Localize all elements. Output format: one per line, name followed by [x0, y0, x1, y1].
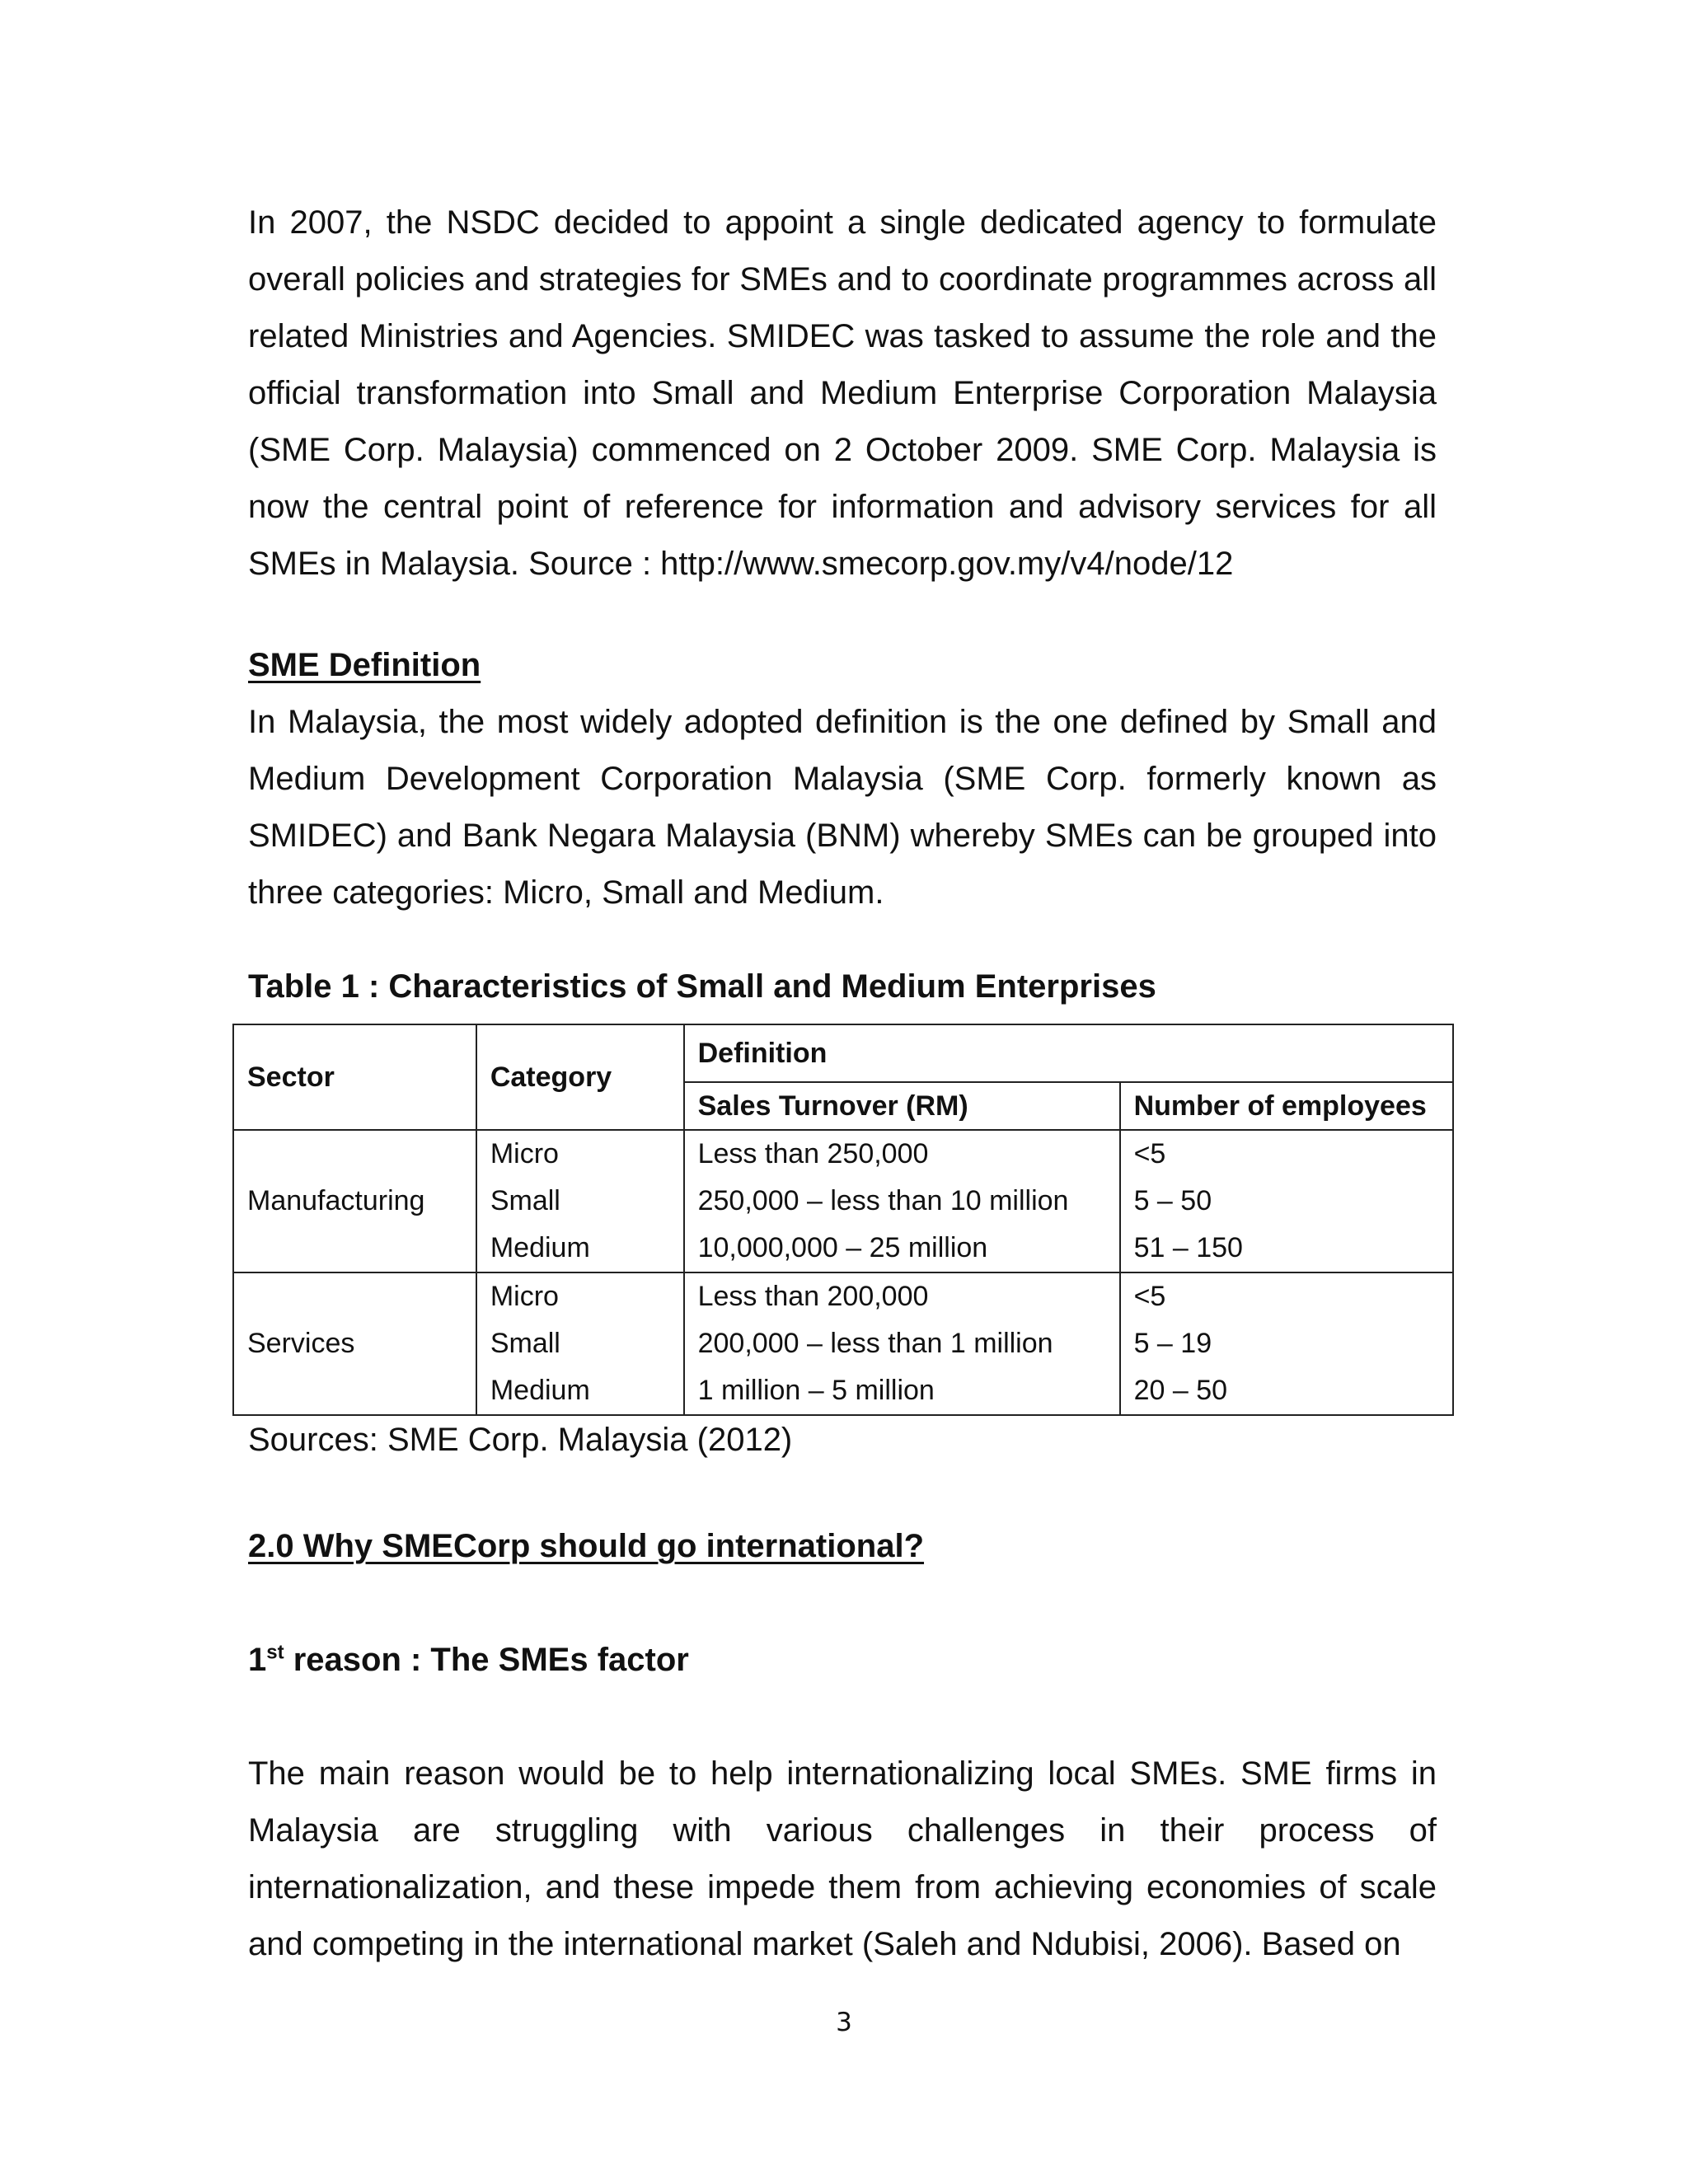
sector-cell: Services — [233, 1272, 476, 1415]
sales-cell — [684, 1130, 1120, 1272]
sales-value: 10,000,000 – 25 million — [697, 1232, 988, 1263]
reason-number: 1 — [248, 1642, 267, 1678]
reason-1-heading — [248, 1632, 1437, 1689]
table-row-services — [233, 1272, 1453, 1415]
reason-1-paragraph: The main reason would be to help internationalizing local SMEs. SME firms in Malaysia are struggling with various challenges in their process of internationalization, and these impede them from achieving economies of scale and competing in the international market (Saleh and Ndubisi, 2006). Based on — [248, 1755, 1437, 1962]
page-number: 3 — [836, 2008, 852, 2037]
sme-definition-section — [248, 637, 1437, 921]
sales-cell — [684, 1272, 1120, 1415]
header-category: Category — [476, 1024, 684, 1130]
sales-value: 1 million – 5 million — [697, 1375, 935, 1406]
intro-section — [248, 194, 1437, 593]
section-2 — [248, 1518, 1437, 1575]
employees-cell — [1120, 1130, 1453, 1272]
category-cell — [476, 1272, 684, 1415]
category-value: Small — [490, 1328, 560, 1359]
header-definition: Definition — [684, 1024, 1453, 1082]
employees-value: 51 – 150 — [1133, 1232, 1243, 1263]
employees-value: <5 — [1133, 1281, 1166, 1312]
sme-definition-heading: SME Definition — [248, 647, 481, 683]
reason-1-section — [248, 1746, 1437, 1973]
sales-value: Less than 250,000 — [697, 1138, 929, 1169]
category-cell — [476, 1130, 684, 1272]
employees-value: 5 – 19 — [1133, 1328, 1212, 1359]
sme-definition-paragraph: In Malaysia, the most widely adopted definition is the one defined by Small and Medium Development Corporation Malaysia (SME Corp. formerly known as SMIDEC) and Bank Negara Malaysia (BNM) whereby SMEs can be grouped into three categories: Micro, Small and Medium. — [248, 704, 1437, 911]
table-row-manufacturing — [233, 1130, 1453, 1272]
table-caption: Table 1 : Characteristics of Small and Medium Enterprises — [248, 968, 1156, 1005]
intro-paragraph: In 2007, the NSDC decided to appoint a single dedicated agency to formulate overall policies and strategies for SMEs and to coordinate programmes across all related Ministries and Agencies. SMIDEC was tasked to assume the role and the official transformation into Small and Medium Enterprise Corporation Malaysia (SME Corp. Malaysia) commenced on 2 October 2009. SME Corp. Malaysia is now the central point of reference for information and advisory services for all SMEs in Malaysia. Source : http://www.smecorp.gov.my/v4/node/12 — [248, 204, 1437, 582]
reason-superscript: st — [266, 1641, 284, 1664]
header-sales-turnover: Sales Turnover (RM) — [684, 1082, 1120, 1130]
reason-heading-text: reason : The SMEs factor — [284, 1642, 689, 1678]
reason-1-heading-block — [248, 1632, 1437, 1689]
employees-cell — [1120, 1272, 1453, 1415]
category-value: Micro — [490, 1138, 559, 1169]
category-value: Medium — [490, 1232, 590, 1263]
header-sector: Sector — [233, 1024, 476, 1130]
sector-cell: Manufacturing — [233, 1130, 476, 1272]
header-number-of-employees: Number of employees — [1120, 1082, 1453, 1130]
employees-value: 20 – 50 — [1133, 1375, 1228, 1406]
sales-value: 250,000 – less than 10 million — [697, 1185, 1069, 1216]
sales-value: Less than 200,000 — [697, 1281, 929, 1312]
section-2-heading: 2.0 Why SMECorp should go international? — [248, 1528, 925, 1564]
category-value: Medium — [490, 1375, 590, 1406]
employees-value: 5 – 50 — [1133, 1185, 1212, 1216]
table-sources: Sources: SME Corp. Malaysia (2012) — [248, 1422, 793, 1458]
sales-value: 200,000 – less than 1 million — [697, 1328, 1053, 1359]
employees-value: <5 — [1133, 1138, 1166, 1169]
category-value: Small — [490, 1185, 560, 1216]
sme-characteristics-table — [232, 1024, 1454, 1416]
category-value: Micro — [490, 1281, 559, 1312]
